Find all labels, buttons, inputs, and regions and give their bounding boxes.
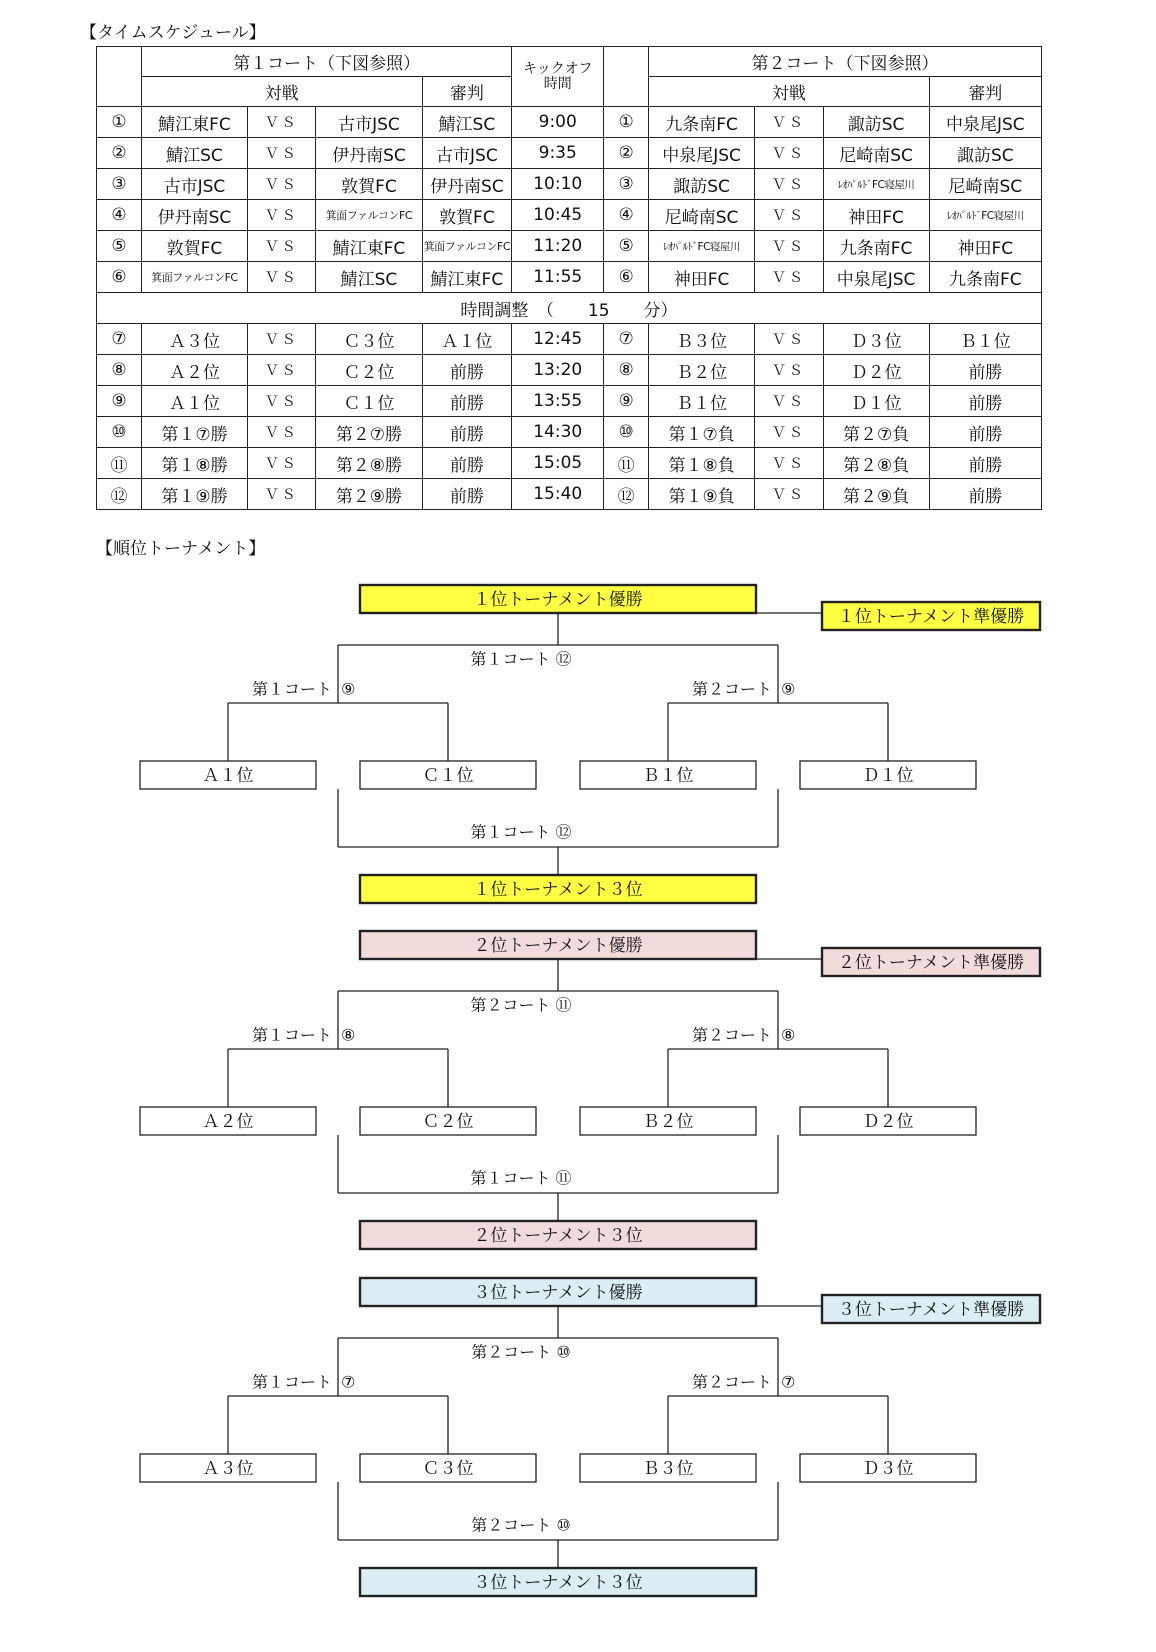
- court1-home-team: 伊丹南SC: [141, 200, 247, 231]
- court1-away-team: Ｃ１位: [316, 386, 422, 417]
- court2-home-team: 第１⑦負: [649, 417, 755, 448]
- runner-up-label: ２位トーナメント準優勝: [837, 953, 1025, 973]
- kickoff-time: 15:05: [512, 448, 604, 479]
- kickoff-time: 10:10: [512, 169, 604, 200]
- kickoff-time: 14:30: [512, 417, 604, 448]
- court2-referee: 諏訪SC: [929, 138, 1041, 169]
- court2-home-team: 第１⑨負: [649, 479, 755, 510]
- court2-referee: ﾚｵﾊﾟﾙﾄﾞFC寝屋川: [929, 200, 1041, 231]
- court2-away-team: Ｄ１位: [823, 386, 929, 417]
- court2-home-team: 中泉尾JSC: [649, 138, 755, 169]
- third-place-court-label: 第１コート ⑫: [470, 822, 572, 842]
- right-semi-match-number: ⑧: [781, 1025, 796, 1045]
- match-number: ⑫: [604, 479, 649, 510]
- court1-away-team: 第２⑦勝: [316, 417, 422, 448]
- court1-referee: 前勝: [422, 448, 512, 479]
- court1-home-team: 古市JSC: [141, 169, 247, 200]
- court2-home-team: 九条南FC: [649, 107, 755, 138]
- vs-label: ＶＳ: [248, 479, 316, 510]
- court1-referee: 前勝: [422, 479, 512, 510]
- match-number: ⑧: [97, 355, 142, 386]
- vs-label: ＶＳ: [755, 138, 823, 169]
- court2-referee: 前勝: [929, 355, 1041, 386]
- team-label: Ａ３位: [202, 1459, 254, 1479]
- court1-referee: 前勝: [422, 417, 512, 448]
- match-number: ⑤: [604, 231, 649, 262]
- court2-referee: 前勝: [929, 479, 1041, 510]
- court2-away-team: Ｄ２位: [823, 355, 929, 386]
- court2-home-team: 神田FC: [649, 262, 755, 293]
- team-label: Ａ２位: [202, 1112, 254, 1132]
- team-label: Ｄ３位: [862, 1459, 914, 1479]
- team-label: Ｃ１位: [422, 766, 474, 786]
- court2-referee: 神田FC: [929, 231, 1041, 262]
- vs-label: ＶＳ: [755, 324, 823, 355]
- match-number: ④: [604, 200, 649, 231]
- schedule-title: 【タイムスケジュール】: [80, 23, 266, 43]
- court2-referee: Ｂ１位: [929, 324, 1041, 355]
- match-number: ⑥: [97, 262, 142, 293]
- court2-referee: 九条南FC: [929, 262, 1041, 293]
- left-semi-court-label: 第１コート: [251, 1372, 332, 1392]
- court1-away-team: 古市JSC: [316, 107, 422, 138]
- vs-label: ＶＳ: [248, 448, 316, 479]
- vs-label: ＶＳ: [248, 417, 316, 448]
- vs-label: ＶＳ: [755, 417, 823, 448]
- vs-label: ＶＳ: [755, 107, 823, 138]
- court2-referee-label: 審判: [929, 77, 1041, 107]
- left-semi-match-number: ⑧: [341, 1025, 356, 1045]
- court2-away-team: 中泉尾JSC: [823, 262, 929, 293]
- champion-label: ３位トーナメント優勝: [473, 1283, 643, 1303]
- kickoff-time: 15:40: [512, 479, 604, 510]
- kickoff-time: 9:00: [512, 107, 604, 138]
- third-place-label: ２位トーナメント３位: [473, 1226, 643, 1246]
- vs-label: ＶＳ: [248, 231, 316, 262]
- vs-label: ＶＳ: [755, 355, 823, 386]
- court2-away-team: 尼崎南SC: [823, 138, 929, 169]
- kickoff-time: 11:55: [512, 262, 604, 293]
- team-label: Ｂ３位: [642, 1459, 694, 1479]
- match-number: ①: [97, 107, 142, 138]
- kickoff-time: 13:20: [512, 355, 604, 386]
- vs-label: ＶＳ: [248, 262, 316, 293]
- court1-home-team: 箕面ファルコンFC: [141, 262, 247, 293]
- left-semi-court-label: 第１コート: [251, 679, 332, 699]
- court1-home-team: 鯖江東FC: [141, 107, 247, 138]
- team-label: Ｃ３位: [422, 1459, 474, 1479]
- court1-referee-label: 審判: [422, 77, 512, 107]
- court1-home-team: 鯖江SC: [141, 138, 247, 169]
- match-number: ⑦: [97, 324, 142, 355]
- court2-home-team: Ｂ２位: [649, 355, 755, 386]
- court1-away-team: Ｃ２位: [316, 355, 422, 386]
- kickoff-time: 10:45: [512, 200, 604, 231]
- court1-away-team: 敦賀FC: [316, 169, 422, 200]
- third-place-label: ３位トーナメント３位: [473, 1573, 643, 1593]
- court1-home-team: 敦賀FC: [141, 231, 247, 262]
- kickoff-time: 11:20: [512, 231, 604, 262]
- vs-label: ＶＳ: [248, 169, 316, 200]
- match-number: ③: [97, 169, 142, 200]
- court1-home-team: Ａ２位: [141, 355, 247, 386]
- match-number: ⑪: [604, 448, 649, 479]
- match-number: ⑪: [97, 448, 142, 479]
- match-number: ⑫: [97, 479, 142, 510]
- court2-home-team: 諏訪SC: [649, 169, 755, 200]
- match-number: ④: [97, 200, 142, 231]
- court1-referee: 鯖江東FC: [422, 262, 512, 293]
- court2-home-team: Ｂ１位: [649, 386, 755, 417]
- court1-away-team: 鯖江SC: [316, 262, 422, 293]
- vs-label: ＶＳ: [248, 355, 316, 386]
- court1-referee: 敦賀FC: [422, 200, 512, 231]
- vs-label: ＶＳ: [755, 200, 823, 231]
- court1-referee: 古市JSC: [422, 138, 512, 169]
- court1-referee: 前勝: [422, 355, 512, 386]
- court2-referee: 前勝: [929, 448, 1041, 479]
- vs-label: ＶＳ: [755, 448, 823, 479]
- court1-referee: 伊丹南SC: [422, 169, 512, 200]
- match-number: ⑩: [97, 417, 142, 448]
- kickoff-time: 13:55: [512, 386, 604, 417]
- kickoff-label-1: キックオフ: [523, 60, 593, 77]
- court1-referee: 箕面ファルコンFC: [422, 231, 512, 262]
- team-label: Ｂ１位: [642, 766, 694, 786]
- match-number: ⑨: [97, 386, 142, 417]
- court2-away-team: ﾚｵﾊﾟﾙﾄﾞFC寝屋川: [823, 169, 929, 200]
- match-number: ⑦: [604, 324, 649, 355]
- court2-home-team: ﾚｵﾊﾟﾙﾄﾞFC寝屋川: [649, 231, 755, 262]
- match-number: ②: [604, 138, 649, 169]
- court1-away-team: 鯖江東FC: [316, 231, 422, 262]
- vs-label: ＶＳ: [248, 107, 316, 138]
- third-place-court-label: 第１コート ⑪: [470, 1168, 572, 1188]
- court1-home-team: 第１⑦勝: [141, 417, 247, 448]
- team-label: Ｂ２位: [642, 1112, 694, 1132]
- court2-away-team: 神田FC: [823, 200, 929, 231]
- court1-away-team: 箕面ファルコンFC: [316, 200, 422, 231]
- kickoff-label-2: 時間: [543, 75, 572, 92]
- kickoff-time: 9:35: [512, 138, 604, 169]
- champion-label: ２位トーナメント優勝: [473, 936, 643, 956]
- final-court-label: 第２コート ⑪: [470, 995, 572, 1015]
- team-label: Ｄ１位: [862, 766, 914, 786]
- tournament-title: 【順位トーナメント】: [96, 539, 266, 559]
- left-semi-match-number: ⑦: [341, 1372, 356, 1392]
- vs-label: ＶＳ: [248, 138, 316, 169]
- left-semi-court-label: 第１コート: [251, 1025, 332, 1045]
- match-number: ⑩: [604, 417, 649, 448]
- court1-match-label: 対戦: [141, 77, 422, 107]
- third-place-court-label: 第２コート ⑩: [471, 1515, 571, 1535]
- court2-away-team: 第２⑦負: [823, 417, 929, 448]
- runner-up-label: ３位トーナメント準優勝: [837, 1300, 1025, 1320]
- vs-label: ＶＳ: [755, 479, 823, 510]
- court2-away-team: 諏訪SC: [823, 107, 929, 138]
- court1-referee: 鯖江SC: [422, 107, 512, 138]
- court2-home-team: 第１⑧負: [649, 448, 755, 479]
- vs-label: ＶＳ: [755, 231, 823, 262]
- vs-label: ＶＳ: [755, 386, 823, 417]
- runner-up-label: １位トーナメント準優勝: [837, 607, 1025, 627]
- left-semi-match-number: ⑨: [341, 679, 356, 699]
- court2-away-team: 第２⑨負: [823, 479, 929, 510]
- match-number: ⑤: [97, 231, 142, 262]
- match-number: ⑨: [604, 386, 649, 417]
- team-label: Ｃ２位: [422, 1112, 474, 1132]
- court2-away-team: 九条南FC: [823, 231, 929, 262]
- vs-label: ＶＳ: [755, 169, 823, 200]
- final-court-label: 第１コート ⑫: [470, 649, 572, 669]
- match-number: ②: [97, 138, 142, 169]
- right-semi-court-label: 第２コート: [691, 1025, 772, 1045]
- match-number: ①: [604, 107, 649, 138]
- vs-label: ＶＳ: [755, 262, 823, 293]
- kickoff-time: 12:45: [512, 324, 604, 355]
- vs-label: ＶＳ: [248, 200, 316, 231]
- court2-match-label: 対戦: [649, 77, 930, 107]
- court1-away-team: 伊丹南SC: [316, 138, 422, 169]
- court2-home-team: Ｂ３位: [649, 324, 755, 355]
- vs-label: ＶＳ: [248, 386, 316, 417]
- court2-home-team: 尼崎南SC: [649, 200, 755, 231]
- court1-home-team: 第１⑨勝: [141, 479, 247, 510]
- court1-header: 第１コート（下図参照）: [141, 47, 511, 77]
- court1-referee: Ａ１位: [422, 324, 512, 355]
- court2-referee: 前勝: [929, 417, 1041, 448]
- vs-label: ＶＳ: [248, 324, 316, 355]
- match-number: ⑥: [604, 262, 649, 293]
- court1-home-team: Ａ１位: [141, 386, 247, 417]
- court2-away-team: 第２⑧負: [823, 448, 929, 479]
- final-court-label: 第２コート ⑩: [471, 1342, 571, 1362]
- team-label: Ａ１位: [202, 766, 254, 786]
- court1-away-team: Ｃ３位: [316, 324, 422, 355]
- court2-referee: 中泉尾JSC: [929, 107, 1041, 138]
- right-semi-match-number: ⑨: [781, 679, 796, 699]
- court2-header: 第２コート（下図参照）: [649, 47, 1042, 77]
- third-place-label: １位トーナメント３位: [473, 880, 643, 900]
- court1-home-team: Ａ３位: [141, 324, 247, 355]
- time-adjust-row: 時間調整 （ 15 分）: [97, 293, 1042, 324]
- match-number: ⑧: [604, 355, 649, 386]
- right-semi-court-label: 第２コート: [691, 679, 772, 699]
- match-number: ③: [604, 169, 649, 200]
- court1-away-team: 第２⑨勝: [316, 479, 422, 510]
- court2-away-team: Ｄ３位: [823, 324, 929, 355]
- court1-referee: 前勝: [422, 386, 512, 417]
- team-label: Ｄ２位: [862, 1112, 914, 1132]
- right-semi-court-label: 第２コート: [691, 1372, 772, 1392]
- champion-label: １位トーナメント優勝: [473, 590, 643, 610]
- court1-home-team: 第１⑧勝: [141, 448, 247, 479]
- court2-referee: 前勝: [929, 386, 1041, 417]
- court2-referee: 尼崎南SC: [929, 169, 1041, 200]
- right-semi-match-number: ⑦: [781, 1372, 796, 1392]
- court1-away-team: 第２⑧勝: [316, 448, 422, 479]
